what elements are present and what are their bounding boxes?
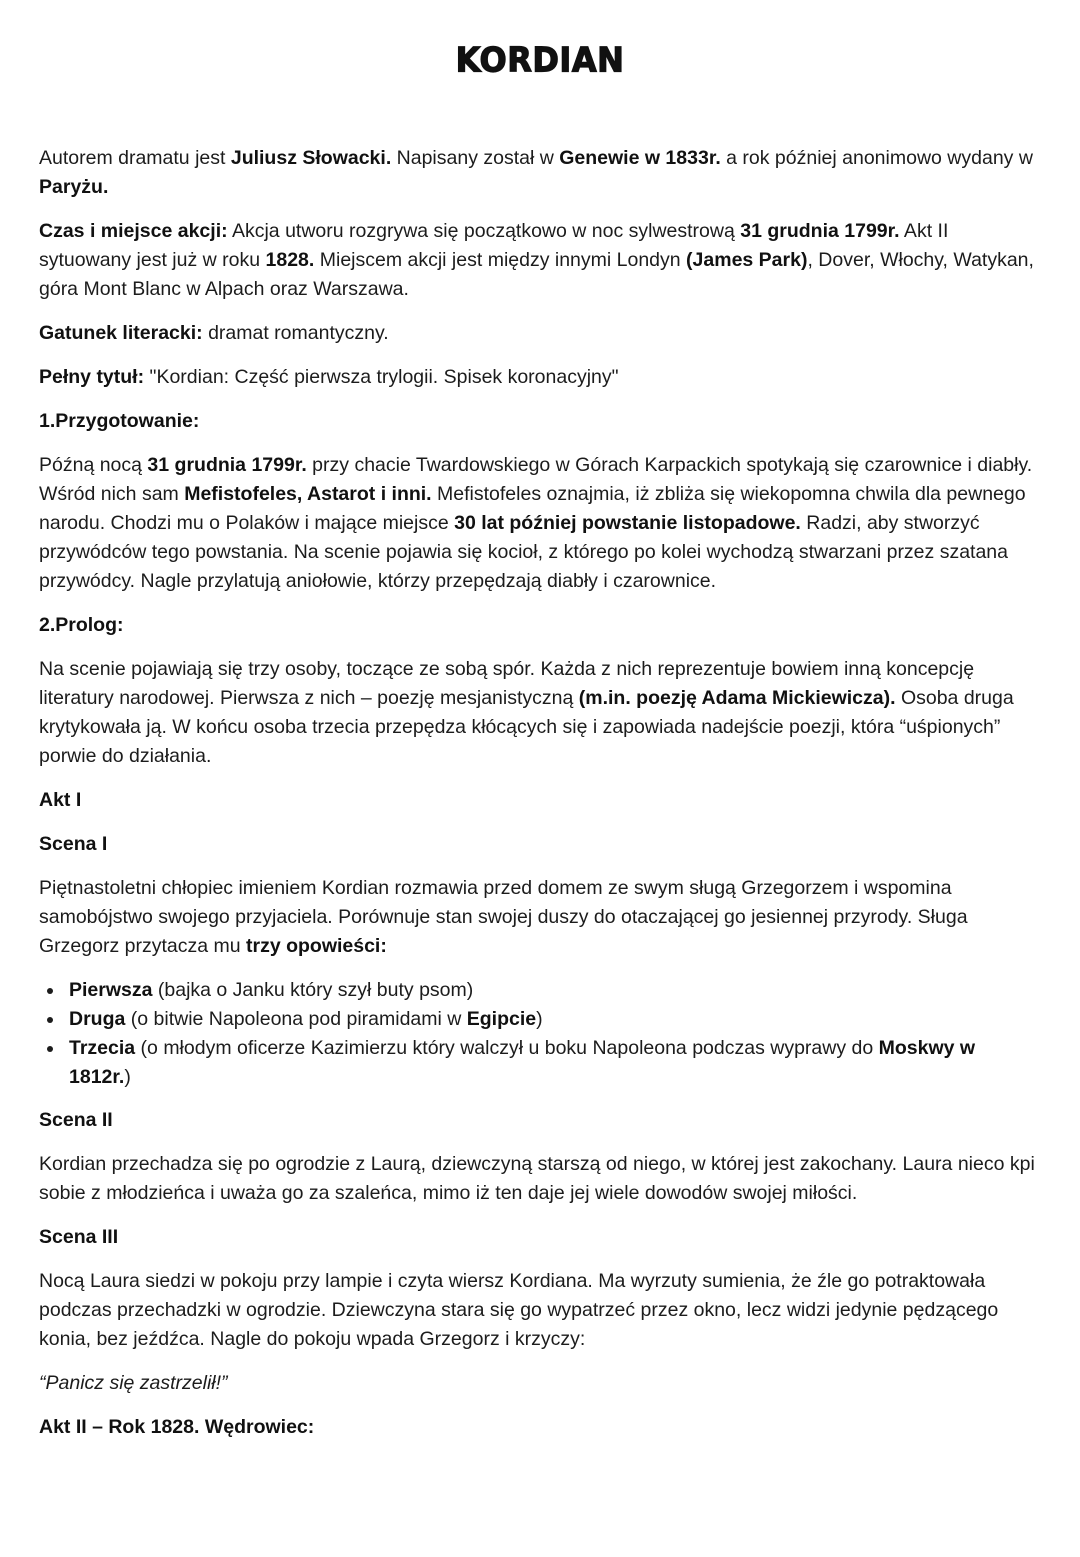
text: Miejscem akcji jest między innymi Londyn [314,249,687,271]
emphasis: Egipcie [466,1008,537,1030]
section1-paragraph [39,451,1039,596]
text: ) [536,1008,543,1030]
text: Radzi, aby stworzyć przywódców tego powstania. Na scenie pojawia się kocioł, z którego po kolei wychodzą stwarzani przez szatana przywódcy. Nagle przylatują aniołowie, którzy przepędzają diabły i czarownice. [39,512,1008,592]
full-title-value: "Kordian: Część pierwsza trylogii. Spisek koronacyjny" [144,366,619,388]
author-name: Juliusz Słowacki. [230,147,392,169]
full-title-label: Pełny tytuł: [39,366,145,388]
document-body [39,144,1039,1457]
text: a rok później anonimowo wydany w [720,147,1033,169]
intro-paragraph [39,144,1039,202]
text: Osoba druga krytykowała ją. W końcu osoba trzecia przepędza kłócących się i zapowiada nadejście poezji, która “uśpionych” porwie do działania. [39,687,1014,767]
list-item [69,976,1039,1005]
story-desc: (o młodym oficerze Kazimierzu który walczył u boku Napoleona podczas wyprawy do [135,1037,879,1059]
act1-heading: Akt I [39,789,82,811]
time-place-paragraph [39,217,1039,304]
scene3-heading: Scena III [39,1226,119,1248]
scene3-paragraph: Nocą Laura siedzi w pokoju przy lampie i czyta wiersz Kordiana. Ma wyrzuty sumienia, że źle go potraktowała podczas przechadzki w ogrodzie. Dziewczyna stara się go wypatrzeć przez okno, lecz widzi jedynie pędzącego konia, bez jeźdźca. Nagle do pokoju wpada Grzegorz i krzyczy: [39,1270,999,1350]
characters: Mefistofeles, Astarot i inni. [184,483,432,505]
stories-list [39,976,1039,1092]
place-year: Genewie w 1833r. [559,147,721,169]
section-heading-prolog: 2.Prolog: [39,614,124,636]
text: Piętnastoletni chłopiec imieniem Kordian rozmawia przed domem ze swym sługą Grzegorzem i wspomina samobójstwo swojego przyjaciela. Porównuje stan swojej duszy do otaczającej go jesiennej przyrody. Sługa Grzegorz przytacza mu [39,877,968,957]
full-title-paragraph [39,363,1039,392]
scene1-heading: Scena I [39,833,108,855]
act2-heading: Akt II – Rok 1828. Wędrowiec: [39,1416,315,1438]
text: ) [124,1066,131,1088]
section2-paragraph [39,655,1039,771]
date: 31 grudnia 1799r. [740,220,900,242]
text: Napisany został w [391,147,560,169]
time-place-label: Czas i miejsce akcji: [39,220,228,242]
text: Mefistofeles oznajmia, iż zbliża się wiekopomna chwila dla pewnego narodu. Chodzi mu o Polaków i mające miejsce [39,483,1026,534]
text: Autorem dramatu jest [39,147,231,169]
quote-text: “Panicz się zastrzelił!” [39,1372,228,1394]
emphasis: trzy opowieści: [245,935,387,957]
section-heading-przygotowanie: 1.Przygotowanie: [39,410,200,432]
text: Późną nocą [39,454,148,476]
list-item [69,1034,1039,1092]
story-name: Trzecia [69,1037,136,1059]
text: Na scenie pojawiają się trzy osoby, toczące ze sobą spór. Każda z nich reprezentuje bowiem inną koncepcję literatury narodowej. Pierwsza z nich – poezję mesjanistyczną [39,658,975,709]
story-name: Pierwsza [69,979,153,1001]
quote [39,1369,1039,1398]
publication-place: Paryżu. [39,176,109,198]
scene1-paragraph [39,874,1039,961]
text: przy chacie Twardowskiego w Górach Karpackich spotykają się czarownice i diabły. Wśród nich sam [39,454,1033,505]
text: , Dover, Włochy, Watykan, góra Mont Blanc w Alpach oraz Warszawa. [39,249,1034,300]
scene2-heading: Scena II [39,1109,113,1131]
year: 1828. [265,249,315,271]
story-desc: (bajka o Janku który szył buty psom) [152,979,474,1001]
location: (James Park) [686,249,808,271]
story-name: Druga [69,1008,126,1030]
emphasis: Moskwy w 1812r. [69,1037,976,1088]
date: 31 grudnia 1799r. [147,454,307,476]
text: Akcja utworu rozgrywa się początkowo w noc sylwestrową [227,220,741,242]
story-desc: (o bitwie Napoleona pod piramidami w [125,1008,467,1030]
list-item [69,1005,1039,1034]
scene2-paragraph: Kordian przechadza się po ogrodzie z Laurą, dziewczyną starszą od niego, w której jest zakochany. Laura nieco kpi sobie z młodzieńca i uważa go za szaleńca, mimo iż ten daje jej wiele dowodów swojej miłości. [39,1153,1035,1204]
document-title: KORDIAN [455,40,625,80]
genre-label: Gatunek literacki: [39,322,203,344]
genre-value: dramat romantyczny. [202,322,389,344]
event: 30 lat później powstanie listopadowe. [454,512,801,534]
genre-paragraph [39,319,1039,348]
text: Akt II sytuowany jest już w roku [39,220,949,271]
emphasis: (m.in. poezję Adama Mickiewicza). [578,687,896,709]
